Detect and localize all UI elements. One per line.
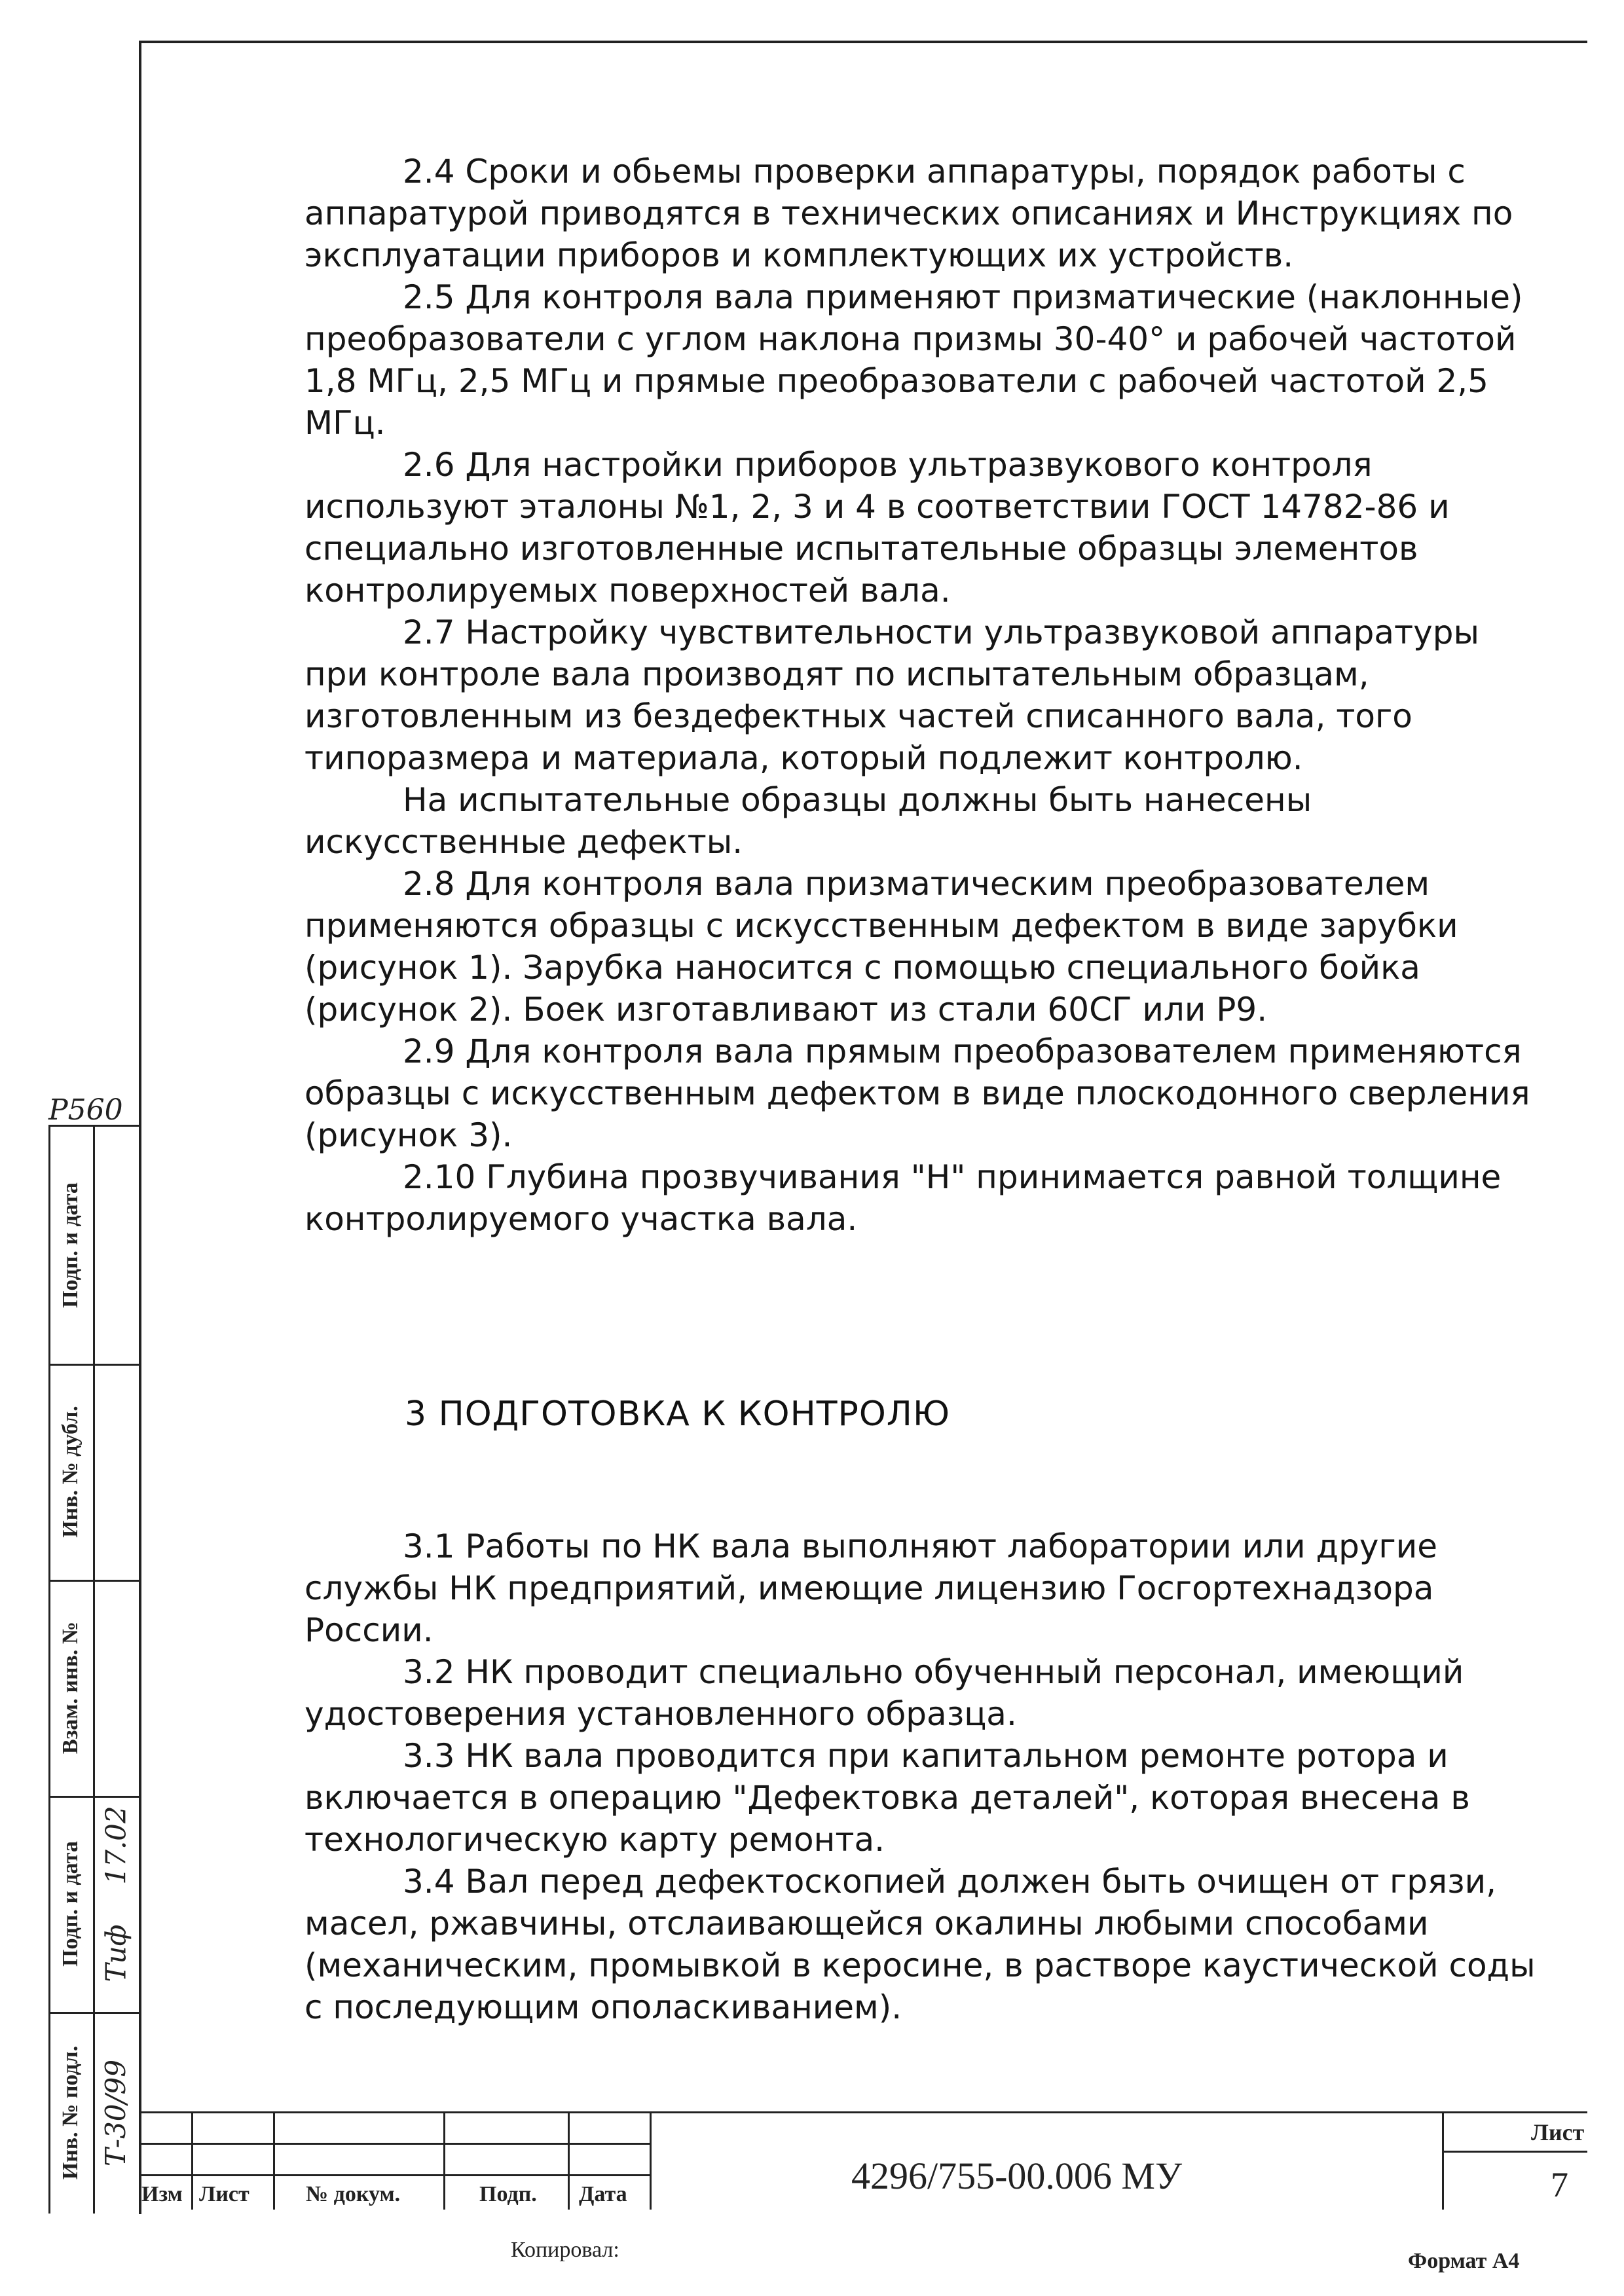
paragraph-2-4: 2.4 Сроки и обьемы проверки аппаратуры, порядок работы с аппаратурой приводятся в технических описаниях и Инструкциях по эксплуатации приборов и комплектующих их устройств.	[304, 153, 1513, 274]
side-label-dup-inv: Инв. № дубл.	[58, 1406, 83, 1538]
handwritten-date: 17.02	[100, 1805, 132, 1885]
side-label-orig-inv: Инв. № подл.	[58, 2045, 83, 2180]
paragraph-2-5: 2.5 Для контроля вала применяют призматические (наклонные) преобразователи с углом наклона призмы 30-40° и рабочей частотой 1,8 МГц, 2,5 МГц и прямые преобразователи с рабочей частотой 2,5 МГц.	[304, 278, 1523, 442]
margin-mark: Р560	[48, 1093, 123, 1127]
tb-col-date: Дата	[579, 2182, 627, 2206]
paragraph-3-1: 3.1 Работы по НК вала выполняют лаборатории или другие службы НК предприятий, имеющие лицензию Госгортехнадзора России.	[304, 1527, 1437, 1649]
paragraph-3-4: 3.4 Вал перед дефектоскопией должен быть очищен от грязи, масел, ржавчины, отслаивающейся окалины любыми способами (механическим, промывкой в керосине, в растворе каустической соды с последующим ополаскиванием).	[304, 1863, 1536, 2026]
tb-col-signature: Подп.	[479, 2182, 537, 2206]
section-body	[304, 1525, 1549, 2028]
tb-line	[1442, 2111, 1444, 2210]
tb-col-change: Изм	[141, 2182, 183, 2206]
paragraph-2-10: 2.10 Глубина прозвучивания "Н" принимается равной толщине контролируемого участка вала.	[304, 1158, 1502, 1238]
tb-line	[139, 2174, 650, 2176]
tb-line	[650, 2111, 652, 2210]
handwritten-signature: Тиф	[100, 1924, 132, 1982]
paragraph-3-2: 3.2 НК проводит специально обученный персонал, имеющий удостоверения установленного образца.	[304, 1653, 1464, 1733]
paragraph-3-3: 3.3 НК вала проводится при капитальном ремонте ротора и включается в операцию "Дефектовка деталей", которая внесена в технологическую карту ремонта.	[304, 1737, 1470, 1859]
tb-line	[191, 2111, 193, 2210]
tb-line	[273, 2111, 275, 2210]
handwritten-inventory: Т-30/99	[100, 2059, 132, 2166]
sheet-label: Лист	[1531, 2119, 1585, 2145]
side-label-sign-date: Подп. и дата	[58, 1182, 83, 1308]
tb-col-doc-no: № докум.	[306, 2182, 401, 2206]
frame-top-border	[139, 41, 1587, 43]
sheet-number: 7	[1551, 2165, 1568, 2204]
side-label-sign-date-2: Подп. и дата	[58, 1841, 83, 1967]
document-code: 4296/755-00.006 МУ	[851, 2155, 1183, 2197]
frame-left-border	[139, 41, 141, 2214]
tb-col-sheet: Лист	[199, 2182, 249, 2206]
tb-line	[1442, 2151, 1587, 2153]
paragraph-2-7-note: На испытательные образцы должны быть нанесены искусственные дефекты.	[304, 781, 1312, 861]
side-label-replace-inv: Взам. инв. №	[58, 1621, 83, 1755]
paragraph-2-9: 2.9 Для контроля вала прямым преобразователем применяются образцы с искусственным дефектом в виде плоскодонного сверления (рисунок 3).	[304, 1032, 1530, 1154]
tb-line	[568, 2111, 570, 2210]
paragraph-2-6: 2.6 Для настройки приборов ультразвукового контроля используют эталоны №1, 2, 3 и 4 в соответствии ГОСТ 14782-86 и специально изготовленные испытательные образцы элементов контролируемых поверхностей вала.	[304, 446, 1450, 610]
tb-line	[139, 2111, 1587, 2113]
tb-line	[139, 2143, 650, 2145]
tb-line	[443, 2111, 445, 2210]
document-body	[304, 151, 1549, 1240]
side-stamp	[48, 1125, 139, 2214]
section-heading: 3 ПОДГОТОВКА К КОНТРОЛЮ	[405, 1394, 950, 1434]
copied-label: Копировал:	[511, 2238, 619, 2262]
format-label: Формат А4	[1408, 2249, 1520, 2273]
paragraph-2-8: 2.8 Для контроля вала призматическим преобразователем применяются образцы с искусственным дефектом в виде зарубки (рисунок 1). Зарубка наносится с помощью специального бойка (рисунок 2). Боек изготавливают из стали 60СГ или Р9.	[304, 865, 1458, 1029]
paragraph-2-7: 2.7 Настройку чувствительности ультразвуковой аппаратуры при контроле вала производят по испытательным образцам, изготовленным из бездефектных частей списанного вала, того типоразмера и материала, который подлежит контролю.	[304, 613, 1479, 777]
